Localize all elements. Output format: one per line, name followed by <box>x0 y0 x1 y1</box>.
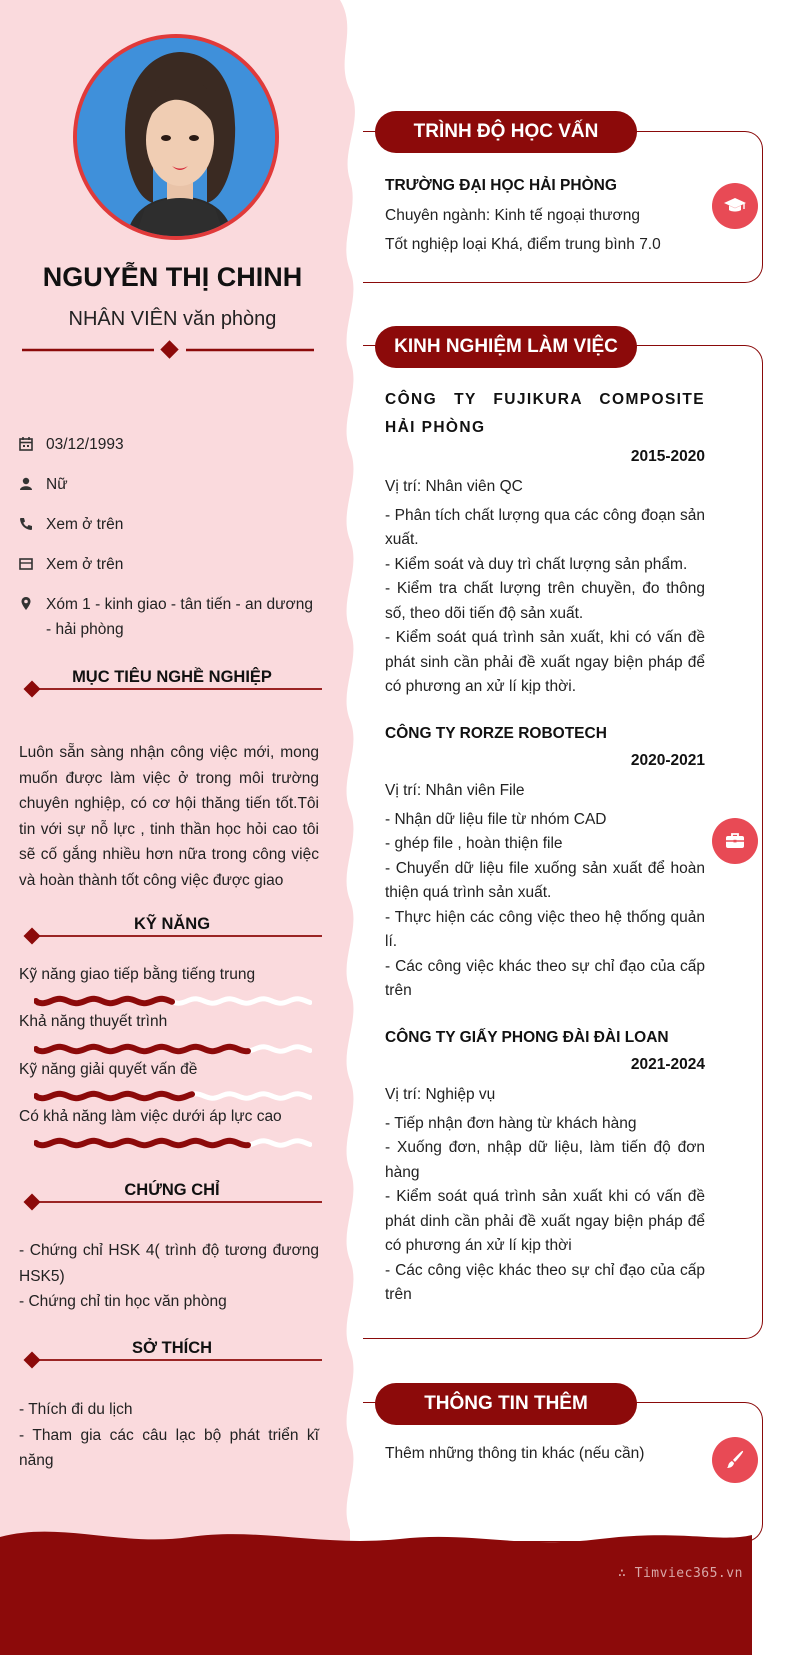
job-title: NHÂN VIÊN văn phòng <box>68 308 277 330</box>
certificate-item: - Chứng chỉ tin học văn phòng <box>19 1293 227 1310</box>
skill-bar <box>34 1137 312 1149</box>
email: Xem ở trên <box>46 556 124 573</box>
skills-title: KỸ NĂNG <box>133 915 211 933</box>
school-name: TRƯỜNG ĐẠI HỌC HẢI PHÒNG <box>385 177 617 194</box>
job-duty: - Tiếp nhận đơn hàng từ khách hàng <box>385 1114 637 1132</box>
name-divider <box>22 340 332 360</box>
briefcase-icon <box>723 829 747 853</box>
objective-text: Luôn sẵn sàng nhận công việc mới, mong muốn được làm việc ở trong môi trường chuyên nghiệp, có cơ hội thăng tiến tốt.Tôi tin với sự nỗ lực , tinh thần học hỏi cao tôi sẽ cố gắng nhiều hơn nữa trong công việc và hoàn thành tốt công việc được giao <box>19 744 319 889</box>
job-duty: - Kiểm soát quá trình sản xuất, khi có vấn đề phát sinh cần phải đề xuất ngay biện pháp để có phương an xử lí kịp thời. <box>385 629 705 695</box>
birthdate: 03/12/1993 <box>46 436 124 453</box>
job-duty: - Chuyển dữ liệu file xuống sản xuất để hoàn thiện quá trình sản xuất. <box>385 859 705 901</box>
address-row <box>18 592 318 642</box>
profile-photo <box>73 34 279 240</box>
objective-heading <box>22 668 322 696</box>
extra-info-text: Thêm những thông tin khác (nếu cần) <box>385 1445 645 1462</box>
experience-content <box>385 386 705 1308</box>
job-company: CÔNG TY FUJIKURA COMPOSITE HẢI PHÒNG <box>385 391 705 436</box>
heading-underline <box>22 678 322 700</box>
skill-bar-fill <box>36 1094 192 1098</box>
education-major: Chuyên ngành: Kinh tế ngoại thương <box>385 206 640 224</box>
job-years: 2020-2021 <box>630 752 705 769</box>
graduation-cap-icon <box>723 194 747 218</box>
gender-row <box>18 472 318 497</box>
certificate-item: - Chứng chỉ HSK 4( trình độ tương đương HSK5) <box>19 1242 319 1285</box>
job-duty: - ghép file , hoàn thiện file <box>385 835 563 852</box>
job-duty: - Kiểm soát và duy trì chất lượng sản phẩm. <box>385 555 688 573</box>
certificates-heading <box>22 1181 322 1209</box>
certificates-title: CHỨNG CHỈ <box>124 1181 220 1199</box>
job-years: 2021-2024 <box>630 1056 705 1073</box>
certificates-list <box>19 1238 319 1315</box>
address: Xóm 1 - kinh giao - tân tiến - an dương - hải phòng <box>46 596 313 638</box>
heading-underline <box>22 925 322 947</box>
contact-info <box>18 432 318 657</box>
candidate-name: NGUYỄN THỊ CHINH <box>42 262 303 292</box>
education-title: TRÌNH ĐỘ HỌC VẤN <box>375 111 637 153</box>
job-years: 2015-2020 <box>630 448 705 465</box>
hobbies-heading <box>22 1339 322 1367</box>
skill-bar <box>34 995 312 1007</box>
skills-heading <box>22 915 322 943</box>
avatar-illustration <box>77 38 279 240</box>
education-graduation: Tốt nghiệp loại Khá, điểm trung bình 7.0 <box>385 236 661 253</box>
job-position: Vị trí: Nhân viên QC <box>385 478 523 495</box>
birthdate-row <box>18 432 318 457</box>
objective-title: MỤC TIÊU NGHỀ NGHIỆP <box>72 668 272 686</box>
phone: Xem ở trên <box>46 516 124 533</box>
skill-name: Kỹ năng giao tiếp bằng tiếng trung <box>19 966 256 983</box>
hobbies-title: SỞ THÍCH <box>131 1339 213 1357</box>
hobby-item: - Thích đi du lịch <box>19 1401 133 1418</box>
heading-underline <box>22 1349 322 1371</box>
job-duty: - Thực hiện các công việc theo hệ thống quản lí. <box>385 908 705 950</box>
heading-underline <box>22 1191 322 1213</box>
person-icon <box>18 476 34 492</box>
hobby-item: - Tham gia các câu lạc bộ phát triển kĩ năng <box>19 1426 319 1469</box>
email-row <box>18 552 318 577</box>
job-duty: - Kiểm soát quá trình sản xuất khi có vấn đề phát dinh cần phải đề xuất ngay biện pháp để có phương án xử lí kịp thời <box>385 1188 705 1254</box>
skill-bar-fill <box>36 1047 248 1051</box>
skill-name: Kỹ năng giải quyết vấn đề <box>19 1061 198 1078</box>
paint-brush-icon <box>723 1448 747 1472</box>
experience-title: KINH NGHIỆM LÀM VIỆC <box>375 326 637 368</box>
skill-bar-fill <box>36 999 172 1003</box>
footer-wave <box>0 1525 800 1655</box>
gender: Nữ <box>46 476 68 493</box>
job-company: CÔNG TY GIẤY PHONG ĐÀI ĐÀI LOAN <box>385 1028 669 1046</box>
job-duty: - Phân tích chất lượng qua các công đoạn sản xuất. <box>385 506 705 548</box>
job-company: CÔNG TY RORZE ROBOTECH <box>385 724 607 742</box>
skill-bar-fill <box>36 1141 248 1145</box>
job-duty: - Kiểm tra chất lượng trên chuyền, đo thông số, theo dõi tiến độ sản xuất. <box>385 580 705 622</box>
location-pin-icon <box>18 596 34 612</box>
email-icon <box>18 556 34 572</box>
calendar-icon <box>18 436 34 452</box>
job-duty: - Các công việc khác theo sự chỉ đạo của cấp trên <box>385 1261 705 1303</box>
hobbies-list <box>19 1397 319 1474</box>
extra-info-title: THÔNG TIN THÊM <box>375 1383 637 1425</box>
phone-icon <box>18 516 34 532</box>
watermark: ∴ Timviec365.vn <box>618 1566 743 1581</box>
job-position: Vị trí: Nhân viên File <box>385 782 525 799</box>
education-content <box>385 173 705 258</box>
skill-name: Khả năng thuyết trình <box>19 1013 168 1030</box>
skill-name: Có khả năng làm việc dưới áp lực cao <box>19 1108 282 1125</box>
phone-row <box>18 512 318 537</box>
skill-bar <box>34 1090 312 1102</box>
job-duty: - Các công việc khác theo sự chỉ đạo của cấp trên <box>385 957 705 999</box>
job-duty: - Nhận dữ liệu file từ nhóm CAD <box>385 810 607 828</box>
experience-badge <box>712 818 758 864</box>
education-badge <box>712 183 758 229</box>
job-duty: - Xuống đơn, nhập dữ liệu, làm tiến độ đơn hàng <box>385 1139 705 1181</box>
skill-bar <box>34 1043 312 1055</box>
extra-info-badge <box>712 1437 758 1483</box>
job-position: Vị trí: Nghiệp vụ <box>385 1086 496 1103</box>
